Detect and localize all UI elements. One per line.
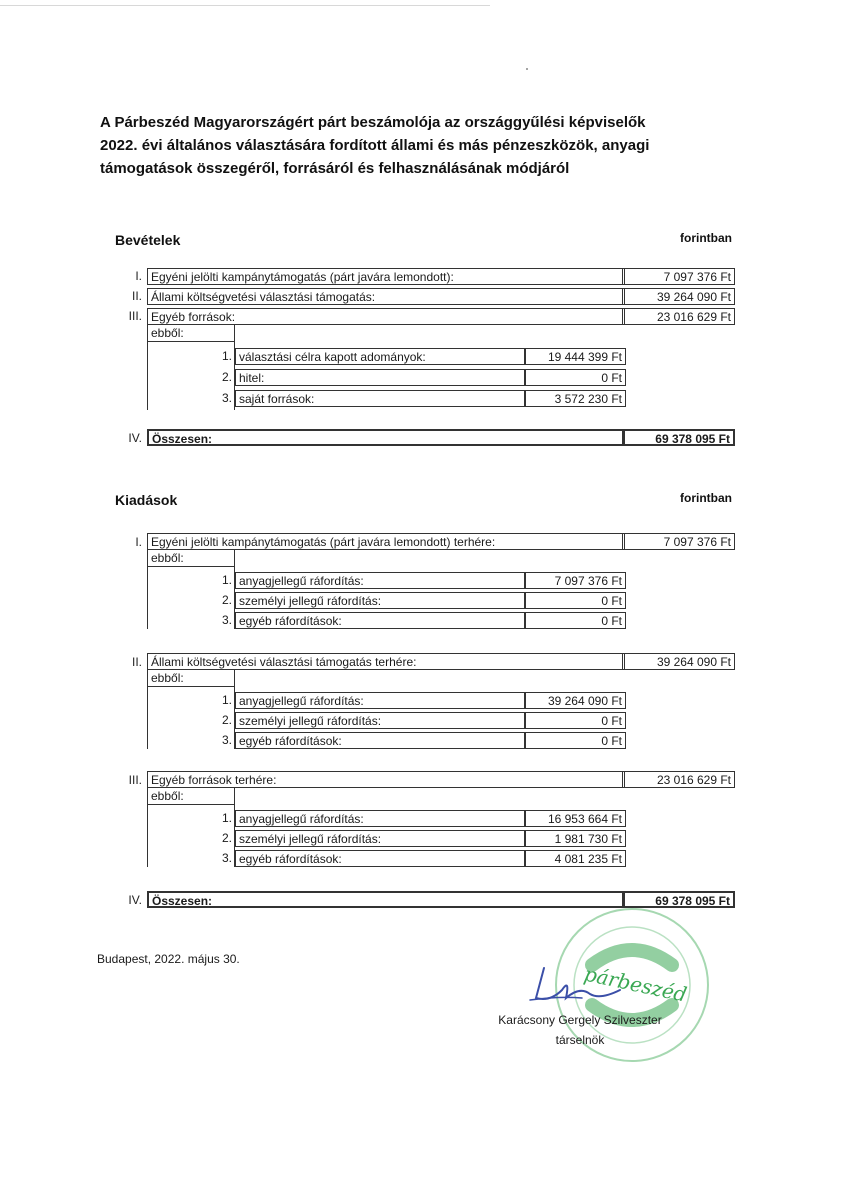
title-line-1: A Párbeszéd Magyarországért párt beszámolója az országgyűlési képviselők <box>100 114 646 131</box>
expense-sub-number: 1. <box>221 811 232 825</box>
expenses-unit: forintban <box>680 491 732 505</box>
stamp-text: párbeszéd <box>581 961 689 1007</box>
expense-sub-label: egyéb ráfordítások: <box>235 732 525 749</box>
expense-total-value: 69 378 095 Ft <box>622 891 735 908</box>
income-sub-value: 0 Ft <box>525 369 626 386</box>
expense-sub-value: 16 953 664 Ft <box>525 810 626 827</box>
expense-group-label: Egyéni jelölti kampánytámogatás (párt javára lemondott) terhére: <box>147 533 625 550</box>
expense-group-value: 7 097 376 Ft <box>622 533 735 550</box>
expense-sub-number: 1. <box>221 693 232 707</box>
expense-sub-label: személyi jellegű ráfordítás: <box>235 592 525 609</box>
expense-ebbol-label: ebből: <box>147 788 235 805</box>
scan-speck <box>526 68 528 70</box>
income-row-number: III. <box>128 309 142 323</box>
expense-sub-label: személyi jellegű ráfordítás: <box>235 712 525 729</box>
income-sub-number: 1. <box>221 349 232 363</box>
expense-group-number: II. <box>131 655 142 669</box>
expense-sub-label: személyi jellegű ráfordítás: <box>235 830 525 847</box>
handwritten-signature <box>520 960 630 1010</box>
expense-sub-value: 0 Ft <box>525 732 626 749</box>
expense-sub-value: 1 981 730 Ft <box>525 830 626 847</box>
title-line-2: 2022. évi általános választására fordított állami és más pénzeszközök, anyagi <box>100 137 650 154</box>
expense-ebbol-label: ebből: <box>147 550 235 567</box>
signer-name: Karácsony Gergely Szilveszter <box>498 1013 662 1027</box>
expense-sub-label: egyéb ráfordítások: <box>235 850 525 867</box>
expense-sub-value: 0 Ft <box>525 612 626 629</box>
expense-sub-value: 0 Ft <box>525 712 626 729</box>
expense-sub-number: 1. <box>221 573 232 587</box>
title-line-3: támogatások összegéről, forrásáról és felhasználásának módjáról <box>100 160 570 177</box>
expense-sub-label: anyagjellegű ráfordítás: <box>235 692 525 709</box>
income-row-label: Egyéni jelölti kampánytámogatás (párt javára lemondott): <box>147 268 625 285</box>
expense-sub-label: anyagjellegű ráfordítás: <box>235 572 525 589</box>
income-row-value: 23 016 629 Ft <box>622 308 735 325</box>
income-row-value: 7 097 376 Ft <box>622 268 735 285</box>
expense-group-value: 39 264 090 Ft <box>622 653 735 670</box>
expense-sub-label: egyéb ráfordítások: <box>235 612 525 629</box>
income-heading: Bevételek <box>115 232 181 248</box>
expense-sub-number: 2. <box>221 713 232 727</box>
expense-sub-number: 2. <box>221 593 232 607</box>
income-row-label: Állami költségvetési választási támogatás: <box>147 288 625 305</box>
income-row-label: Egyéb források: <box>147 308 625 325</box>
signer-role: társelnök <box>555 1033 605 1047</box>
income-total-label: Összesen: <box>147 429 625 446</box>
document-title <box>100 111 740 180</box>
expense-group-number: III. <box>128 773 142 787</box>
expense-total-label: Összesen: <box>147 891 625 908</box>
scan-edge-line <box>0 5 490 6</box>
income-row-number: II. <box>131 289 142 303</box>
income-sub-number: 2. <box>221 370 232 384</box>
expense-sub-number: 3. <box>221 613 232 627</box>
place-and-date: Budapest, 2022. május 30. <box>97 952 240 966</box>
income-sub-label: választási célra kapott adományok: <box>235 348 525 365</box>
expense-sub-label: anyagjellegű ráfordítás: <box>235 810 525 827</box>
expense-group-label: Állami költségvetési választási támogatás terhére: <box>147 653 625 670</box>
signer-block <box>480 1010 680 1050</box>
expense-total-number: IV. <box>128 893 142 907</box>
expense-sub-value: 0 Ft <box>525 592 626 609</box>
expense-sub-value: 39 264 090 Ft <box>525 692 626 709</box>
expense-sub-number: 2. <box>221 831 232 845</box>
expense-ebbol-label: ebből: <box>147 670 235 687</box>
expense-sub-number: 3. <box>221 733 232 747</box>
income-unit: forintban <box>680 231 732 245</box>
expense-sub-number: 3. <box>221 851 232 865</box>
income-sub-number: 3. <box>221 391 232 405</box>
income-ebbol-label: ebből: <box>147 325 235 342</box>
expense-group-label: Egyéb források terhére: <box>147 771 625 788</box>
expense-group-value: 23 016 629 Ft <box>622 771 735 788</box>
income-sub-value: 19 444 399 Ft <box>525 348 626 365</box>
expense-sub-value: 4 081 235 Ft <box>525 850 626 867</box>
income-sub-value: 3 572 230 Ft <box>525 390 626 407</box>
income-row-number: I. <box>135 269 142 283</box>
income-sub-label: saját források: <box>235 390 525 407</box>
income-row-value: 39 264 090 Ft <box>622 288 735 305</box>
expense-group-number: I. <box>135 535 142 549</box>
income-total-value: 69 378 095 Ft <box>622 429 735 446</box>
expenses-heading: Kiadások <box>115 492 178 508</box>
expense-sub-value: 7 097 376 Ft <box>525 572 626 589</box>
income-sub-label: hitel: <box>235 369 525 386</box>
income-total-number: IV. <box>128 431 142 445</box>
